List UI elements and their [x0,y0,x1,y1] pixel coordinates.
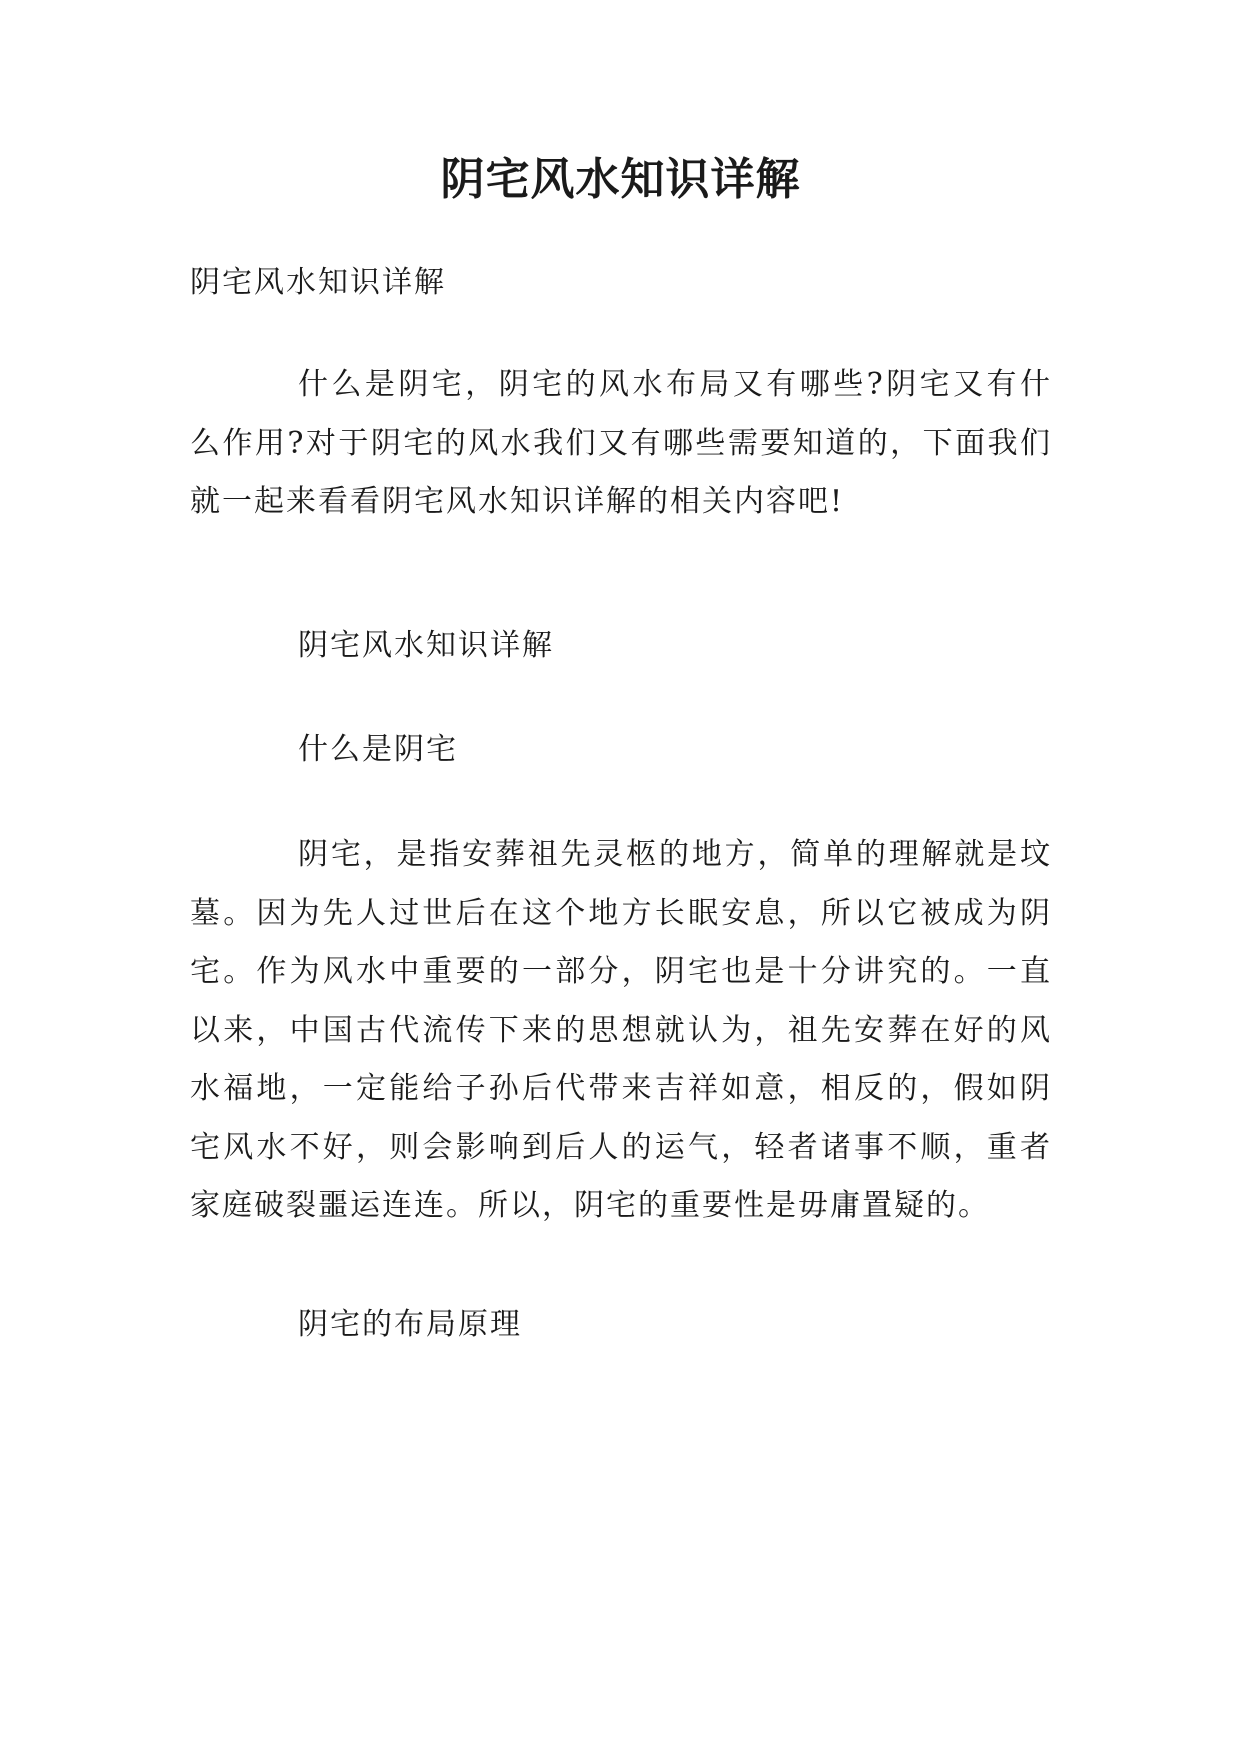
what-is-paragraph: 阴宅，是指安葬祖先灵柩的地方，简单的理解就是坟墓。因为先人过世后在这个地方长眠安息，所以它被成为阴宅。作为风水中重要的一部分，阴宅也是十分讲究的。一直以来，中国古代流传下来的思想就认为，祖先安葬在好的风水福地，一定能给子孙后代带来吉祥如意，相反的，假如阴宅风水不好，则会影响到后人的运气，轻者诸事不顺，重者家庭破裂噩运连连。所以，阴宅的重要性是毋庸置疑的。 [190,837,1052,1223]
layout-heading: 阴宅的布局原理 [298,1307,522,1342]
what-is-heading: 什么是阴宅 [298,732,458,767]
document-title: 阴宅风水知识详解 [440,154,801,205]
document-subtitle: 阴宅风水知识详解 [190,265,446,300]
section-heading: 阴宅风水知识详解 [298,628,554,663]
intro-paragraph: 什么是阴宅，阴宅的风水布局又有哪些?阴宅又有什么作用?对于阴宅的风水我们又有哪些需要知道的，下面我们就一起来看看阴宅风水知识详解的相关内容吧! [190,367,1052,519]
